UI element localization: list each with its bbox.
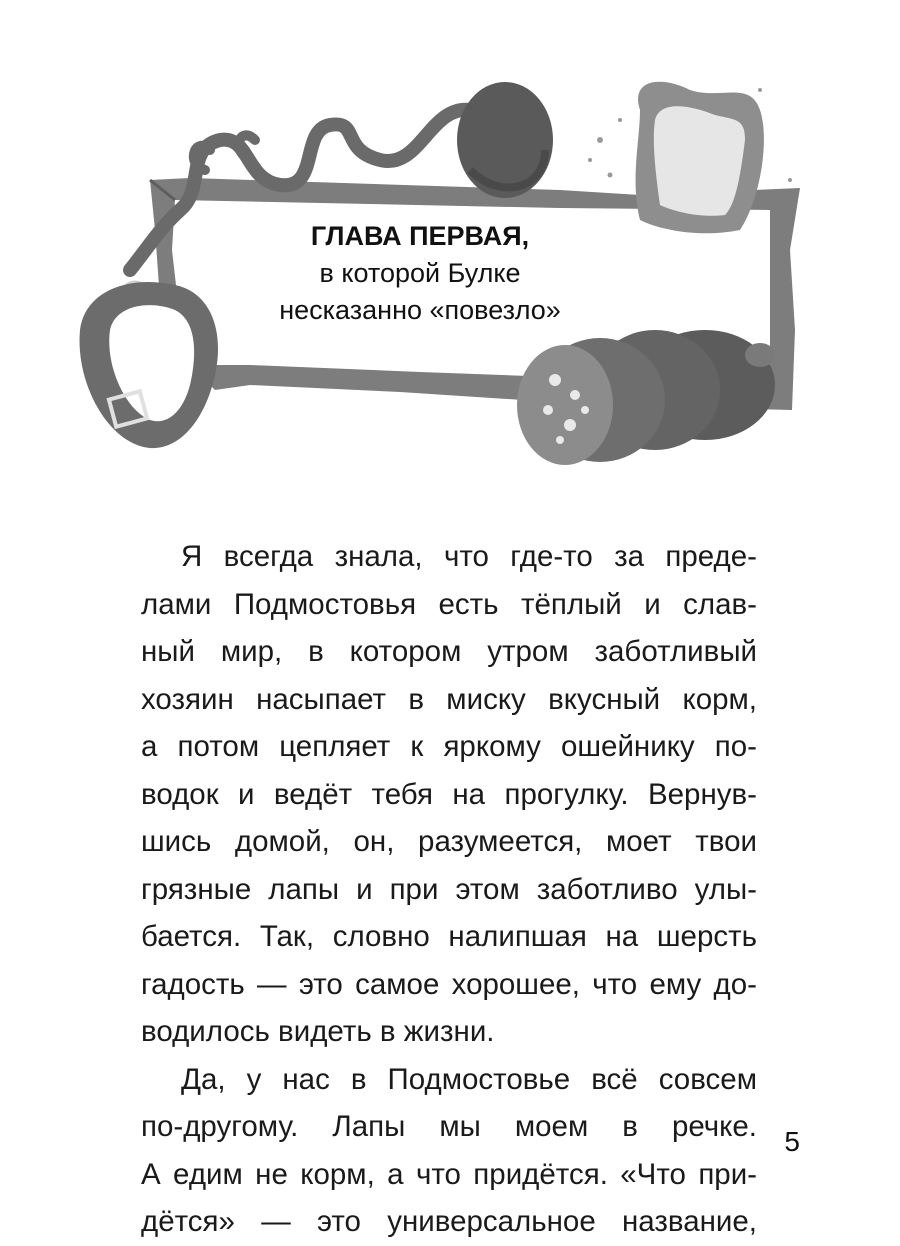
text-line: Я всегда знала, что где-то за преде- xyxy=(181,540,757,573)
text-line: а потом цепляет к яркому ошейнику по- xyxy=(141,730,757,763)
text-line: шись домой, он, разумеется, моет твои xyxy=(141,825,757,858)
chapter-subtitle-line1: в которой Булке xyxy=(319,258,521,288)
collar-icon xyxy=(80,282,219,448)
body-text xyxy=(141,533,757,1246)
sausage-icon xyxy=(517,330,775,465)
text-line: бается. Так, словно налипшая на шерсть xyxy=(141,920,757,953)
chapter-heading: ГЛАВА ПЕРВАЯ, xyxy=(310,221,530,251)
ball-icon xyxy=(457,82,553,198)
chapter-subtitle-line2: несказанно «повезло» xyxy=(279,295,561,325)
text-line: хозяин насыпает в миску вкусный корм, xyxy=(141,682,757,716)
text-line: Да, у нас в Подмостовье всё совсем xyxy=(181,1062,757,1096)
text-line: водок и ведёт тебя на прогулку. Вернув- xyxy=(141,777,757,811)
text-line: лами Подмостовья есть тёплый и слав- xyxy=(141,587,757,621)
text-line: гадость — это самое хорошее, что ему до- xyxy=(141,967,757,1001)
text-line: А едим не корм, а что придётся. «Что при- xyxy=(141,1157,757,1191)
chapter-title xyxy=(230,218,610,329)
text-line: водилось видеть в жизни. xyxy=(141,1015,495,1048)
text-line: дётся» — это универсальное название, xyxy=(141,1205,757,1238)
bread-slice-icon xyxy=(636,82,764,233)
text-line: по-другому. Лапы мы моем в речке. xyxy=(141,1110,757,1143)
text-line: ный мир, в котором утром заботливый xyxy=(141,635,757,668)
text-line: грязные лапы и при этом заботливо улы- xyxy=(141,872,757,906)
page-number: 5 xyxy=(784,1126,800,1157)
